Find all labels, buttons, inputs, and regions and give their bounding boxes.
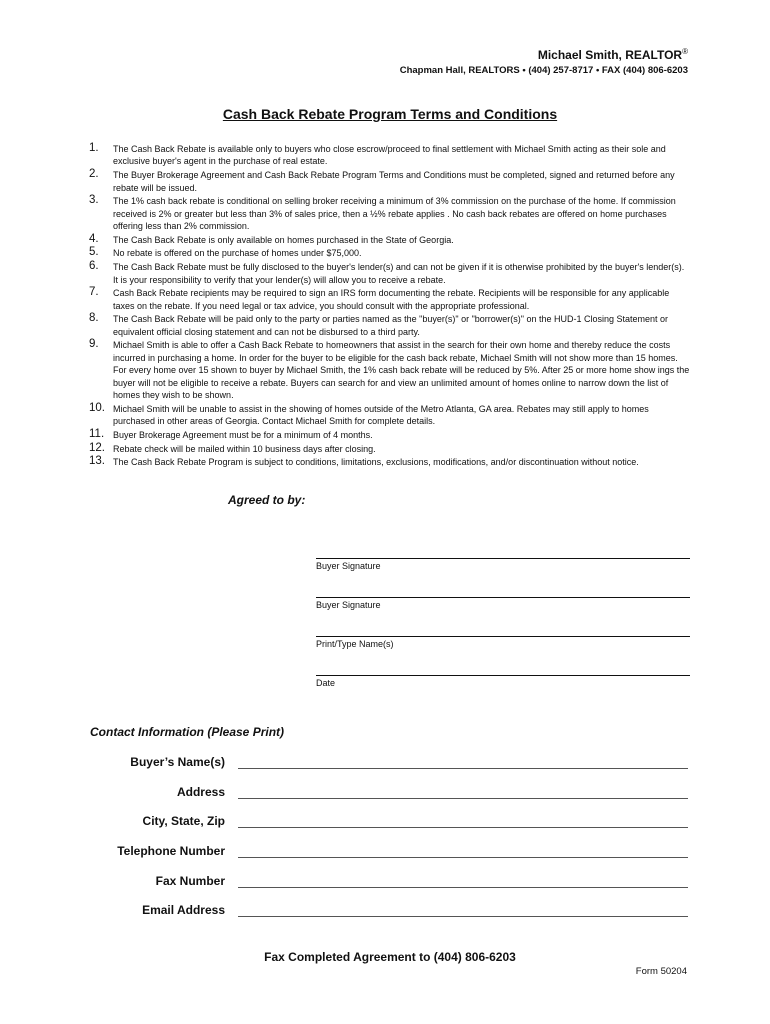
fax-number-label: Fax Number: [155, 874, 225, 888]
form-number: Form 50204: [635, 966, 687, 977]
term-item: 2. The Buyer Brokerage Agreement and Cash Back Rebate Program Terms and Conditions must be completed, signed and returned before any rebate will be issued.: [89, 168, 675, 193]
address-field[interactable]: [238, 797, 688, 799]
agreed-to-by-label: Agreed to by:: [228, 493, 306, 507]
term-item: 4. The Cash Back Rebate is only available on homes purchased in the State of Georgia.: [89, 232, 454, 245]
term-item: 9. Michael Smith is able to offer a Cash Back Rebate to homeowners that assist in the search for their own home and thereby reduce the costs incurred in purchasing a home. In order for the buyer to be eligible for the cash back rebate, Michael Smith will not show more than 15 homes. For every home over 15 shown to buyer by Michael Smith, the 1% cash back rebate will be reduced by 5%. After 25 or more home show ings the buyer will not be eligible to receive a rebate. Buyers can search for and view an unlimited amount of homes online to narrow down the list of homes they wish to be shown.: [89, 338, 690, 401]
term-item: 8. The Cash Back Rebate will be paid only to the party or parties named as the "buyer(s)" or "borrower(s)" on the HUD-1 Closing Statement or equivalent official closing statement and can not be disbursed to a third party.: [89, 312, 669, 337]
term-item: 7. Cash Back Rebate recipients may be required to sign an IRS form documenting the rebate. Recipients will be responsible for any applicable taxes on the rebate. If you need legal or tax advice, you should consult with the appropriate professional.: [89, 286, 670, 311]
term-item: 11. Buyer Brokerage Agreement must be for a minimum of 4 months.: [89, 427, 373, 440]
term-item: 10. Michael Smith will be unable to assist in the showing of homes outside of the Metro Atlanta, GA area. Rebates may still apply to homes purchased in other areas of Georgia. Contact Michael Smith for complete details.: [89, 401, 649, 427]
buyer-names-field[interactable]: [238, 767, 688, 769]
address-label: Address: [176, 785, 225, 799]
fax-number-field[interactable]: [238, 886, 688, 888]
city-state-zip-field[interactable]: [238, 826, 688, 828]
term-item: 6. The Cash Back Rebate must be fully disclosed to the buyer's lender(s) and can not be given if it is otherwise prohibited by the buyer's lender(s). It is your responsibility to verify that your lender(s) will allow you to receive a rebate.: [89, 260, 685, 285]
email-field[interactable]: [238, 915, 688, 917]
telephone-label: Telephone Number: [117, 844, 225, 858]
term-item: 12. Rebate check will be mailed within 10 business days after closing.: [89, 441, 376, 454]
agent-contact-line: Chapman Hall, REALTORS • (404) 257-8717 • FAX (404) 806-6203: [399, 65, 688, 76]
email-label: Email Address: [142, 903, 225, 917]
term-item: 5. No rebate is offered on the purchase of homes under $75,000.: [89, 246, 362, 259]
buyer-names-label: Buyer’s Name(s): [130, 755, 225, 769]
term-item: 13. The Cash Back Rebate Program is subject to conditions, limitations, exclusions, modifications, and/or discontinuation without notice.: [89, 455, 639, 468]
date-line[interactable]: Date: [316, 675, 690, 688]
buyer-signature-line-1[interactable]: Buyer Signature: [316, 558, 690, 571]
telephone-field[interactable]: [238, 856, 688, 858]
term-item: 3. The 1% cash back rebate is conditional on selling broker receiving a minimum of 3% commission on the purchase of the home. If commission received is 2% or greater but less than 3% of sales price, then a ½% rebate applies . No cash back rebates are offered on home purchases offering less than 2% commission.: [89, 194, 676, 232]
letterhead: [400, 44, 688, 78]
fax-instruction: Fax Completed Agreement to (404) 806-6203: [264, 950, 516, 964]
terms-list: [89, 143, 691, 470]
term-item: 1. The Cash Back Rebate is available only to buyers who close escrow/proceed to final settlement with Michael Smith acting as their sole and exclusive buyer's agent in the purchase of real estate.: [89, 142, 666, 167]
registered-mark: ®: [682, 47, 688, 56]
buyer-signature-line-2[interactable]: Buyer Signature: [316, 597, 690, 610]
contact-info-heading: Contact Information (Please Print): [90, 725, 285, 739]
document-title: Cash Back Rebate Program Terms and Conditions: [222, 106, 558, 122]
print-name-line[interactable]: Print/Type Name(s): [316, 636, 690, 649]
agent-name: Michael Smith, REALTOR®: [537, 47, 688, 62]
city-state-zip-label: City, State, Zip: [142, 814, 225, 828]
